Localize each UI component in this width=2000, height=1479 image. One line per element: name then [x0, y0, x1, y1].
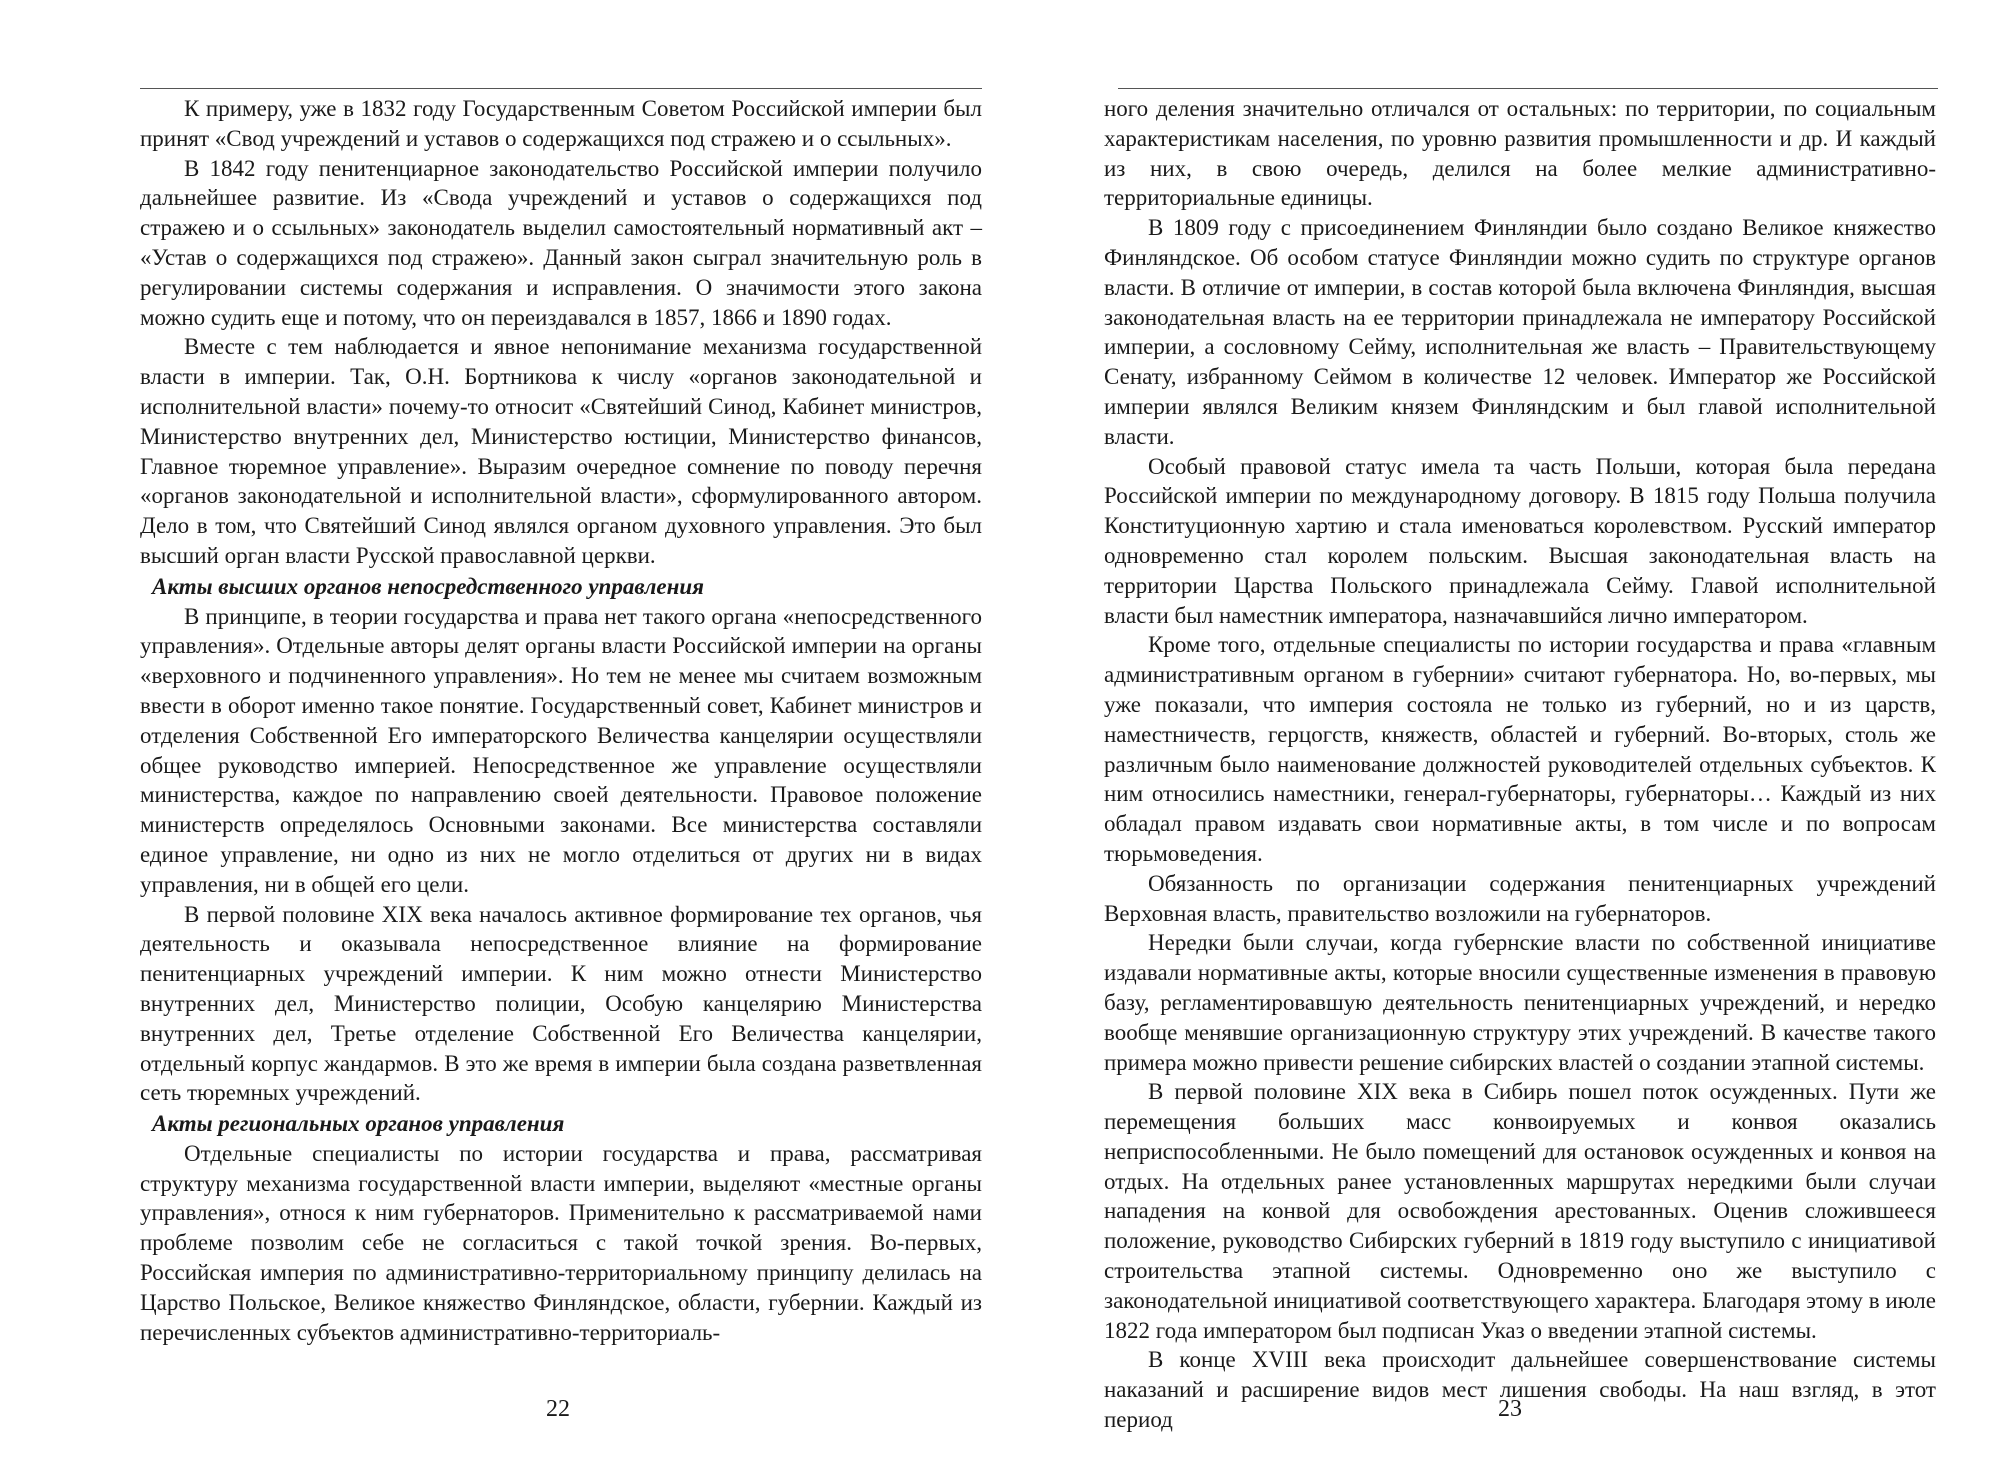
left-page-text: [140, 94, 982, 1347]
page-number: 23: [1498, 1396, 1522, 1422]
paragraph: В 1842 году пенитенциарное законодательство Российской империи получило дальнейшее развитие. Из «Свода учреждений и уставов о содержащихся под стражею и о ссыльных» законодатель выделил самостоятельный нормативный акт – «Устав о содержащихся под стражею». Данный закон сыграл значительную роль в регулировании системы содержания и исправления. О значимости этого закона можно судить еще и потому, что он переиздавался в 1857, 1866 и 1890 годах.: [140, 155, 982, 330]
right-page: [1000, 0, 2000, 1479]
paragraph: В первой половине XIX века в Сибирь пошел поток осужденных. Пути же перемещения больших масс конвоируемых и конвоя оказались неприспособленными. Не было помещений для остановок осужденных и конвоя на отдых. На отдельных ранее установленных маршрутах нередкими были случаи нападения на конвой для освобождения арестованных. Оценив сложившееся положение, руководство Сибирских губерний в 1819 году выступило с инициативой строительства этапной системы. Одновременно оно же выступило с законодательной инициативой соответствующего характера. Благодаря этому в июле 1822 года императором был подписан Указ о введении этапной системы.: [1104, 1079, 1936, 1343]
section-heading: Акты региональных органов управления: [152, 1111, 565, 1137]
paragraph: В первой половине XIX века началось активное формирование тех органов, чья деятельность и оказывала непосредственное влияние на формирование пенитенциарных учреждений империи. К ним можно отнести Министерство внутренних дел, Министерство полиции, Особую канцелярию Министерства внутренних дел, Третье отделение Собственной Его Величества канцелярии, отдельный корпус жандармов. В это же время в империи была создана разветвленная сеть тюремных учреждений.: [140, 901, 982, 1106]
section-heading: Акты высших органов непосредственного управления: [152, 573, 705, 599]
top-rule: [140, 88, 982, 89]
paragraph: Особый правовой статус имела та часть Польши, которая была передана Российской империи по международному договору. В 1815 году Польша получила Конституционную хартию и стала именоваться королевством. Русский император одновременно стал королем польским. Высшая законодательная власть на территории Царства Польского принадлежала Сейму. Главой исполнительной власти был наместник императора, назначавшийся лично императором.: [1104, 453, 1936, 628]
paragraph: Обязанность по организации содержания пенитенциарных учреждений Верховная власть, правительство возложили на губернаторов.: [1104, 870, 1936, 926]
paragraph: Нередки были случаи, когда губернские власти по собственной инициативе издавали нормативные акты, которые вносили существенные изменения в правовую базу, регламентировавшую деятельность пенитенциарных учреждений, и нередко вообще менявшие организационную структуру этих учреждений. В качестве такого примера можно привести решение сибирских властей о создании этапной системы.: [1104, 930, 1936, 1075]
paragraph: В 1809 году с присоединением Финляндии было создано Великое княжество Финляндское. Об особом статусе Финляндии можно судить по структуре органов власти. В отличие от империи, в состав которой была включена Финляндия, высшая законодательная власть на ее территории принадлежала не императору Российской империи, а сословному Сейму, исполнительная же власть – Правительствующему Сенату, избранному Сеймом в количестве 12 человек. Император же Российской империи являлся Великим князем Финляндским и был главой исполнительной власти.: [1104, 215, 1936, 449]
paragraph: Вместе с тем наблюдается и явное непонимание механизма государственной власти в империи. Так, О.Н. Бортникова к числу «органов законодательной и исполнительной власти» почему-то относит «Святейший Синод, Кабинет министров, Министерство внутренних дел, Министерство юстиции, Министерство финансов, Главное тюремное управление». Выразим очередное сомнение по поводу перечня «органов законодательной и исполнительной власти», сформулированного автором. Дело в том, что Святейший Синод являлся органом духовного управления. Это был высший орган власти Русской православной церкви.: [140, 334, 982, 568]
right-page-text: [1104, 94, 1936, 1435]
paragraph: К примеру, уже в 1832 году Государственным Советом Российской империи был принят «Свод учреждений и уставов о содержащихся под стражею и о ссыльных».: [140, 96, 982, 151]
page-number: 22: [546, 1396, 570, 1422]
paragraph-continuation: ного деления значительно отличался от остальных: по территории, по социальным характеристикам населения, по уровню развития промышленности и др. И каждый из них, в свою очередь, делился на более мелкие административно-территориальные единицы.: [1104, 96, 1936, 211]
paragraph: В принципе, в теории государства и права нет такого органа «непосредственного управления». Отдельные авторы делят органы власти Российской империи на органы «верховного и подчиненного управления». Но тем не менее мы считаем возможным ввести в оборот именно такое понятие. Государственный совет, Кабинет министров и отделения Собственной Его императорского Величества канцелярии осуществляли общее руководство империей. Непосредственное же управление осуществляли министерства, каждое по направлению своей деятельности. Правовое положение министерств определялось Основными законами. Все министерства составляли единое управление, ни одно из них не могло отделиться от других ни в видах управления, ни в общей его цели.: [140, 603, 982, 897]
paragraph: Кроме того, отдельные специалисты по истории государства и права «главным административным органом в губернии» считают губернатора. Но, во-первых, мы уже показали, что империя состояла не только из губерний, но и из царств, наместничеств, герцогств, княжеств, областей и губерний. Во-вторых, столь же различным было наименование должностей руководителей отдельных субъектов. К ним относились наместники, генерал-губернаторы, губернаторы… Каждый из них обладал правом издавать свои нормативные акты, в том числе и по вопросам тюрьмоведения.: [1104, 632, 1936, 866]
paragraph: В конце XVIII века происходит дальнейшее совершенствование системы наказаний и расширение видов мест лишения свободы. На наш взгляд, в этот период: [1104, 1347, 1936, 1433]
top-rule: [1118, 88, 1938, 89]
paragraph: Отдельные специалисты по истории государства и права, рассматривая структуру механизма государственной власти империи, выделяют «местные органы управления», относя к ним губернаторов. Применительно к рассматриваемой нами проблеме позволим себе не согласиться с такой точкой зрения. Во-первых, Российская империя по административно-территориальному принципу делилась на Царство Польское, Великое княжество Финляндское, области, губернии. Каждый из перечисленных субъектов административно-территориаль-: [140, 1140, 982, 1345]
